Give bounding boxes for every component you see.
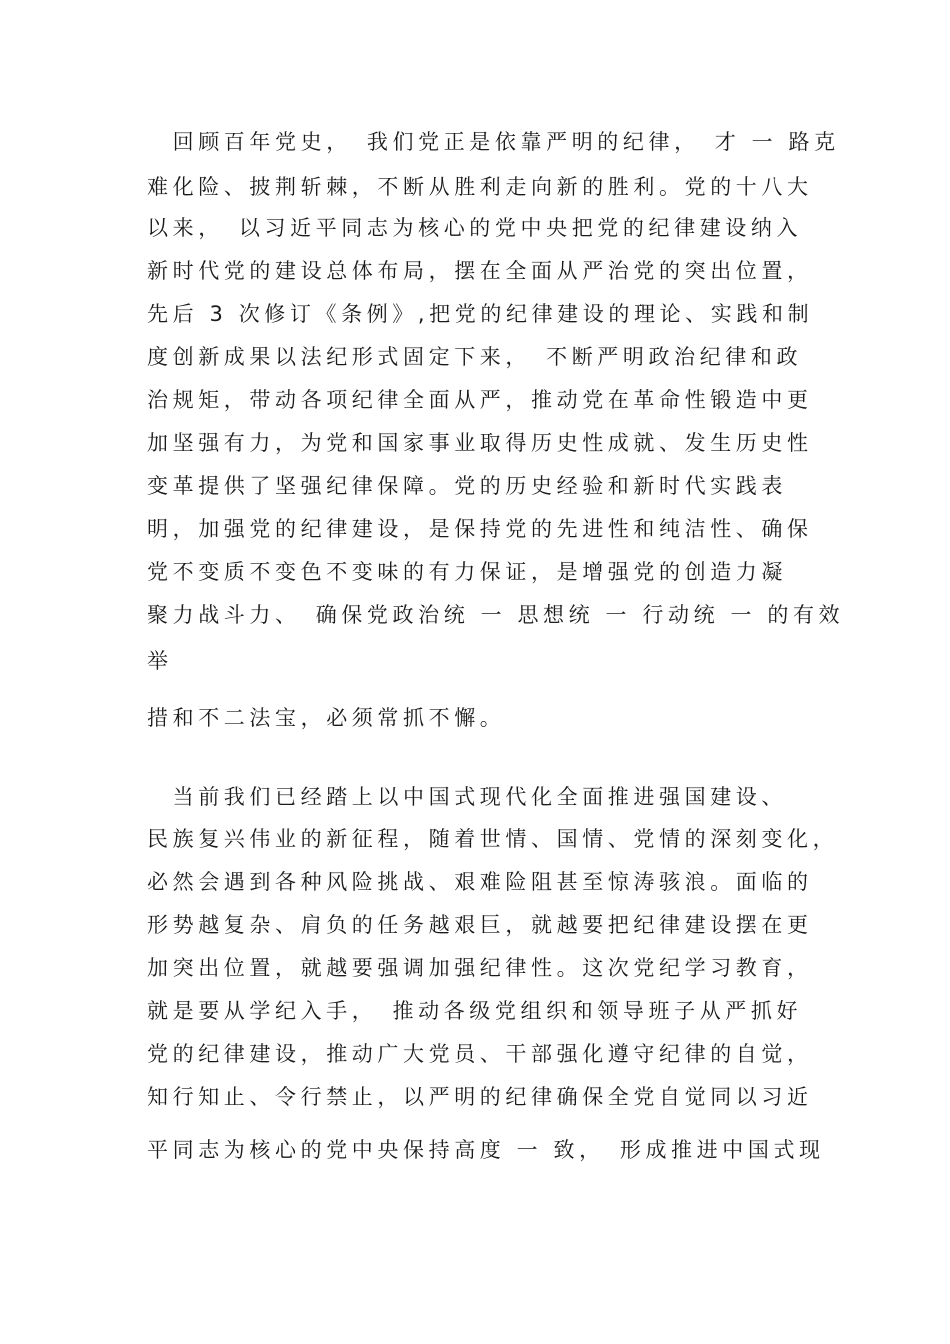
text-line: 回顾百年党史， 我们党正是依靠严明的纪律， 才 一 路克 [147,130,840,154]
text-line: 加坚强有力，为党和国家事业取得历史性成就、发生历史性 [147,431,813,455]
text-line: 形势越复杂、肩负的任务越艰巨，就越要把纪律建设摆在更 [147,913,813,937]
text-line: 党的纪律建设，推动广大党员、干部强化遵守纪律的自觉， [147,1042,813,1066]
text-line: 民族复兴伟业的新征程，随着世情、国情、党情的深刻变化， [147,827,839,851]
text-line: 度创新成果以法纪形式固定下来， 不断严明政治纪律和政 [147,345,803,369]
text-line: 党不变质不变色不变味的有力保证，是增强党的创造力凝 [147,560,787,584]
text-line: 知行知止、令行禁止，以严明的纪律确保全党自觉同以习近 [147,1085,813,1109]
text-line: 治规矩，带动各项纪律全面从严，推动党在革命性锻造中更 [147,388,813,412]
text-line: 平同志为核心的党中央保持高度 一 致， 形成推进中国式现 [147,1138,825,1162]
text-line: 必然会遇到各种风险挑战、艰难险阻甚至惊涛骇浪。面临的 [147,870,813,894]
text-line: 明，加强党的纪律建设，是保持党的先进性和纯洁性、确保 [147,517,813,541]
text-line: 聚力战斗力、 确保党政治统 一 思想统 一 行动统 一 的有效 [147,603,845,627]
text-line: 举 [147,649,173,673]
text-line: 难化险、披荆斩棘，不断从胜利走向新的胜利。党的十八大 [147,175,813,199]
text-line: 先后 3 次修订《条例》,把党的纪律建设的理论、实践和制 [147,302,814,326]
text-line: 措和不二法宝，必须常抓不懈。 [147,706,506,730]
text-line: 加突出位置，就越要强调加强纪律性。这次党纪学习教育， [147,956,813,980]
text-line: 以来， 以习近平同志为核心的党中央把党的纪律建设纳入 [147,216,803,240]
text-line: 新时代党的建设总体布局，摆在全面从严治党的突出位置， [147,259,813,283]
text-line: 就是要从学纪入手， 推动各级党组织和领导班子从严抓好 [147,999,803,1023]
text-line: 变革提供了坚强纪律保障。党的历史经验和新时代实践表 [147,474,787,498]
text-line: 当前我们已经踏上以中国式现代化全面推进强国建设、 [147,785,787,809]
